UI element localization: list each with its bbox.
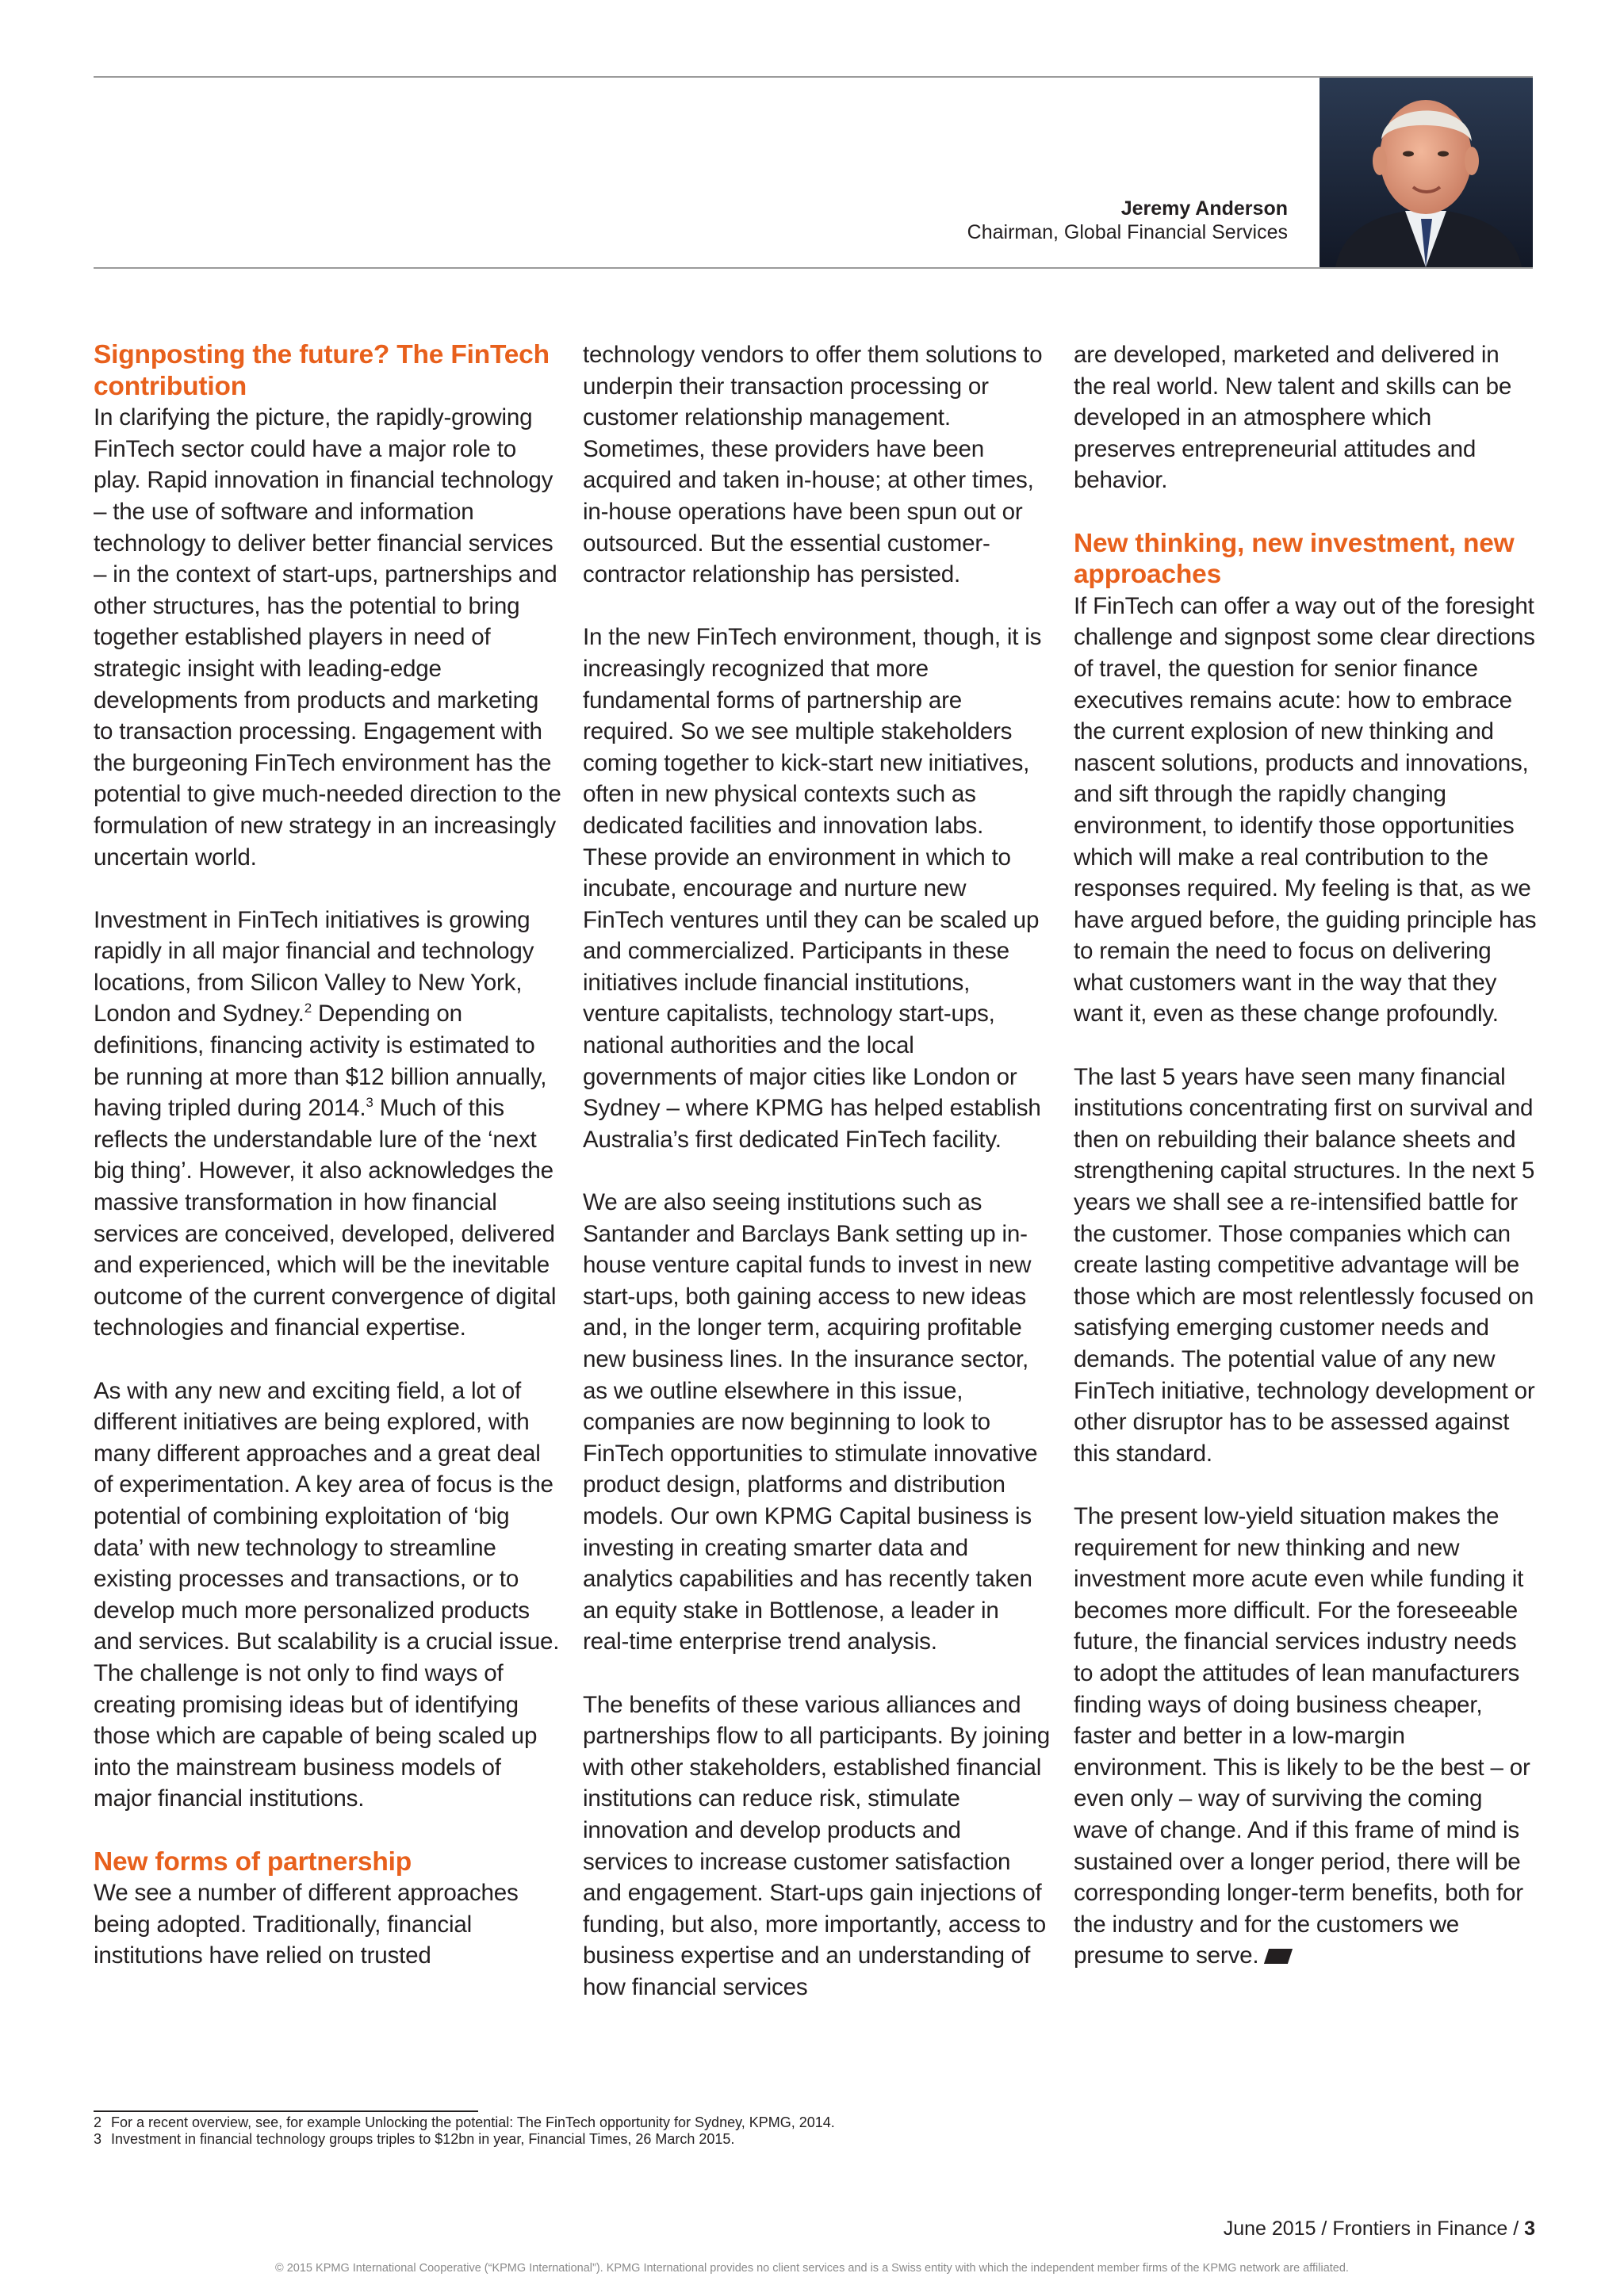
page-footer — [1224, 2217, 1535, 2241]
paragraph: In the new FinTech environment, though, it is increasingly recognized that more fundamental forms of partnership are required. So we see multiple stakeholders coming together to kick-start new initiatives, often in new physical contexts such as dedicated facilities and innovation labs. These provide an environment in which to incubate, encourage and nurture new FinTech ventures until they can be scaled up and commercialized. Participants in these initiatives include financial institutions, venture capitalists, technology start-ups, national authorities and the local governments of major cities like London or Sydney – where KPMG has helped establish Australia’s first dedicated FinTech facility. — [583, 624, 1042, 1153]
copyright-notice: © 2015 KPMG International Cooperative (“KPMG International”). KPMG International provides no client services and is a Swiss entity with which the independent member firms of the KPMG network are affiliated. — [275, 2262, 1349, 2275]
paragraph: If FinTech can offer a way out of the foresight challenge and signpost some clear directions of travel, the question for senior finance executives remains acute: how to embrace the current explosion of new thinking and nascent solutions, products and innovations, and sift through the rapidly changing environment, to identify those opportunities which will make a real contribution to the responses required. My feeling is that, as we have argued before, the guiding principle has to remain the need to focus on delivering what customers want in the way that they want it, even as these change profoundly. — [1074, 592, 1537, 1027]
paragraph: As with any new and exciting field, a lot of different initiatives are being explored, with many different approaches and a great deal of experimentation. A key area of focus is the potential of combining exploitation of ‘big data’ with new technology to streamline existing processes and transactions, or to develop much more personalized products and services. But scalability is a crucial issue. The challenge is not only to find ways of creating promising ideas but of identifying those which are capable of being scaled up into the mainstream business models of major financial institutions. — [94, 1377, 560, 1812]
footnote-ref-2[interactable]: 2 — [304, 1001, 312, 1016]
header-bottom-rule — [94, 267, 1533, 269]
page-number: 3 — [1524, 2218, 1535, 2240]
paragraph: The last 5 years have seen many financial institutions concentrating first on survival and then on rebuilding their balance sheets and strengthening capital structures. In the next 5 years we shall see a re-intensified battle for the customer. Those companies which can create lasting competitive advantage will be those which are most relentlessly focused on satisfying emerging customer needs and demands. The potential value of any new FinTech initiative, technology development or other disruptor has to be assessed against this standard. — [1074, 1063, 1535, 1467]
author-byline — [967, 197, 1288, 244]
header-top-rule — [94, 76, 1533, 78]
section-heading-new-forms-of-partnership: New forms of partnership — [94, 1846, 412, 1877]
column-1 — [94, 339, 561, 1972]
paragraph: The benefits of these various alliances and partnerships flow to all participants. By joining with other stakeholders, established financial institutions can reduce risk, stimulate innovation and develop products and services to increase customer satisfaction and engagement. Start-ups gain injections of funding, but also, more importantly, access to business expertise and an understanding of how financial services — [583, 1691, 1050, 2000]
paragraph: In clarifying the picture, the rapidly-growing FinTech sector could have a major role to play. Rapid innovation in financial technology – the use of software and information technology to deliver better financial services – in the context of start-ups, partnerships and other structures, has the potential to bring together established players in need of strategic insight with leading-edge developments from products and marketing to transaction processing. Engagement with the burgeoning FinTech environment has the potential to give much-needed direction to the formulation of new strategy in an increasingly uncertain world. — [94, 404, 561, 871]
footnote-3: 3 Investment in financial technology groups triples to $12bn in year, Financial Times, 26 March 2015. — [94, 2131, 735, 2147]
paragraph-with-footnotes: Investment in FinTech initiatives is growing rapidly in all major financial and technology locations, from Silicon Valley to New York, London and Sydney.$^2$ Depending on definitions, financing activity is estimated to be running at more than $12 billion annually, having tripled during 2014.$^3$ Much of this reflects the understandable lure of the ‘next big thing’. However, it also acknowledges the massive transformation in how financial services are conceived, developed, delivered and experienced, which will be the inevitable outcome of the current convergence of digital technologies and financial expertise. — [94, 906, 557, 1341]
end-of-article-icon — [1264, 1949, 1293, 1964]
paragraph: are developed, marketed and delivered in the real world. New talent and skills can be developed in an atmosphere which preserves entrepreneurial attitudes and behavior. — [1074, 342, 1512, 494]
paragraph: We see a number of different approaches being adopted. Traditionally, financial institutions have relied on trusted — [94, 1880, 519, 1969]
author-name: Jeremy Anderson — [1120, 197, 1288, 220]
footnotes — [94, 2114, 835, 2148]
author-portrait — [1320, 78, 1533, 267]
column-2 — [583, 339, 1051, 2003]
section-heading-new-thinking: New thinking, new investment, new approaches — [1074, 528, 1515, 590]
paragraph-final: The present low-yield situation makes the requirement for new thinking and new investment more acute even while funding it becomes more difficult. For the foreseeable future, the financial services industry needs to adopt the attitudes of lean manufacturers finding ways of doing business cheaper, faster and better in a low-margin environment. This is likely to be the best – or even only – way of surviving the coming wave of change. And if this frame of mind is sustained over a longer period, there will be corresponding longer-term benefits, both for the industry and for the customers we presume to serve. — [1074, 1502, 1530, 1969]
paragraph: technology vendors to offer them solutions to underpin their transaction processing or customer relationship management. Sometimes, these providers have been acquired and taken in-house; at other times, in-house operations have been spun out or outsourced. But the essential customer-contractor relationship has persisted. — [583, 342, 1043, 588]
column-3 — [1074, 339, 1538, 1972]
paragraph: We are also seeing institutions such as Santander and Barclays Bank setting up in-house venture capital funds to invest in new start-ups, both gaining access to new ideas and, in the longer term, acquiring profitable new business lines. In the insurance sector, as we outline elsewhere in this issue, companies are now beginning to look to FinTech opportunities to stimulate innovative product design, platforms and distribution models. Our own KPMG Capital business is investing in creating smarter data and analytics capabilities and has recently taken an equity stake in Bottlenose, a leader in real-time enterprise trend analysis. — [583, 1189, 1038, 1655]
footnote-ref-3[interactable]: 3 — [366, 1095, 373, 1111]
author-title: Chairman, Global Financial Services — [967, 221, 1288, 243]
footnote-rule — [94, 2110, 478, 2112]
publication-name: June 2015 / Frontiers in Finance / — [1223, 2218, 1525, 2240]
footnote-2: 2 For a recent overview, see, for example Unlocking the potential: The FinTech opportunity for Sydney, KPMG, 2014. — [94, 2114, 835, 2130]
section-heading-fintech-contribution: Signposting the future? The FinTech contribution — [94, 340, 550, 401]
